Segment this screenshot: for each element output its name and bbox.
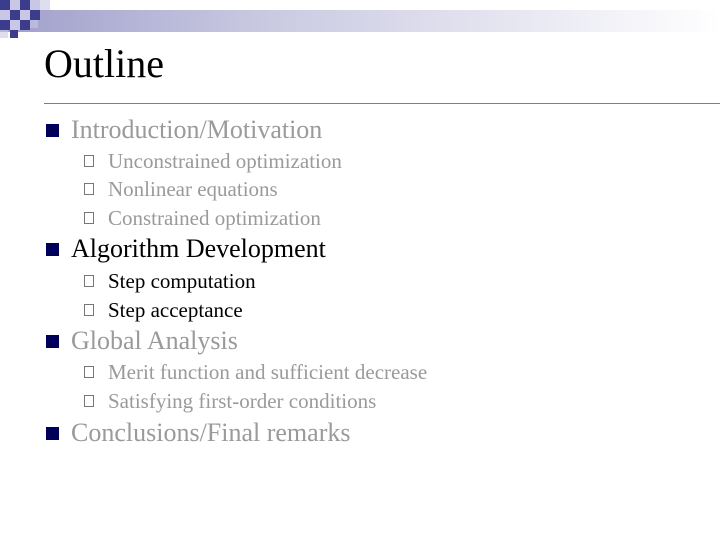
subitem-label: Satisfying first-order conditions bbox=[108, 388, 377, 413]
section-global-analysis bbox=[46, 326, 238, 356]
subitem bbox=[84, 297, 243, 322]
checkbox-bullet-icon bbox=[84, 395, 94, 407]
checkbox-bullet-icon bbox=[84, 212, 94, 224]
section-algorithm-development bbox=[46, 234, 326, 264]
section-conclusions bbox=[46, 418, 351, 448]
subitem bbox=[84, 359, 428, 384]
subitem bbox=[84, 388, 377, 413]
section-introduction bbox=[46, 115, 323, 145]
subitem-label: Constrained optimization bbox=[108, 205, 321, 230]
checkbox-bullet-icon bbox=[84, 275, 94, 287]
checkbox-bullet-icon bbox=[84, 183, 94, 195]
square-bullet-icon bbox=[46, 335, 59, 348]
subitem-label: Unconstrained optimization bbox=[108, 148, 342, 173]
section-label: Conclusions/Final remarks bbox=[71, 418, 351, 447]
subitem-label: Nonlinear equations bbox=[108, 176, 278, 201]
square-bullet-icon bbox=[46, 124, 59, 137]
square-bullet-icon bbox=[46, 427, 59, 440]
subitem bbox=[84, 176, 278, 201]
subitem bbox=[84, 205, 321, 230]
subitem-label: Step acceptance bbox=[108, 297, 243, 322]
section-label: Global Analysis bbox=[71, 326, 238, 355]
subitem-label: Merit function and sufficient decrease bbox=[108, 359, 428, 384]
square-bullet-icon bbox=[46, 243, 59, 256]
subitem bbox=[84, 268, 256, 293]
subitem-label: Step computation bbox=[108, 268, 256, 293]
checkbox-bullet-icon bbox=[84, 304, 94, 316]
checkbox-bullet-icon bbox=[84, 366, 94, 378]
section-label: Introduction/Motivation bbox=[71, 115, 323, 144]
subitem bbox=[84, 148, 342, 173]
section-label: Algorithm Development bbox=[71, 234, 326, 263]
checkbox-bullet-icon bbox=[84, 155, 94, 167]
slide-title: Outline bbox=[44, 41, 164, 86]
